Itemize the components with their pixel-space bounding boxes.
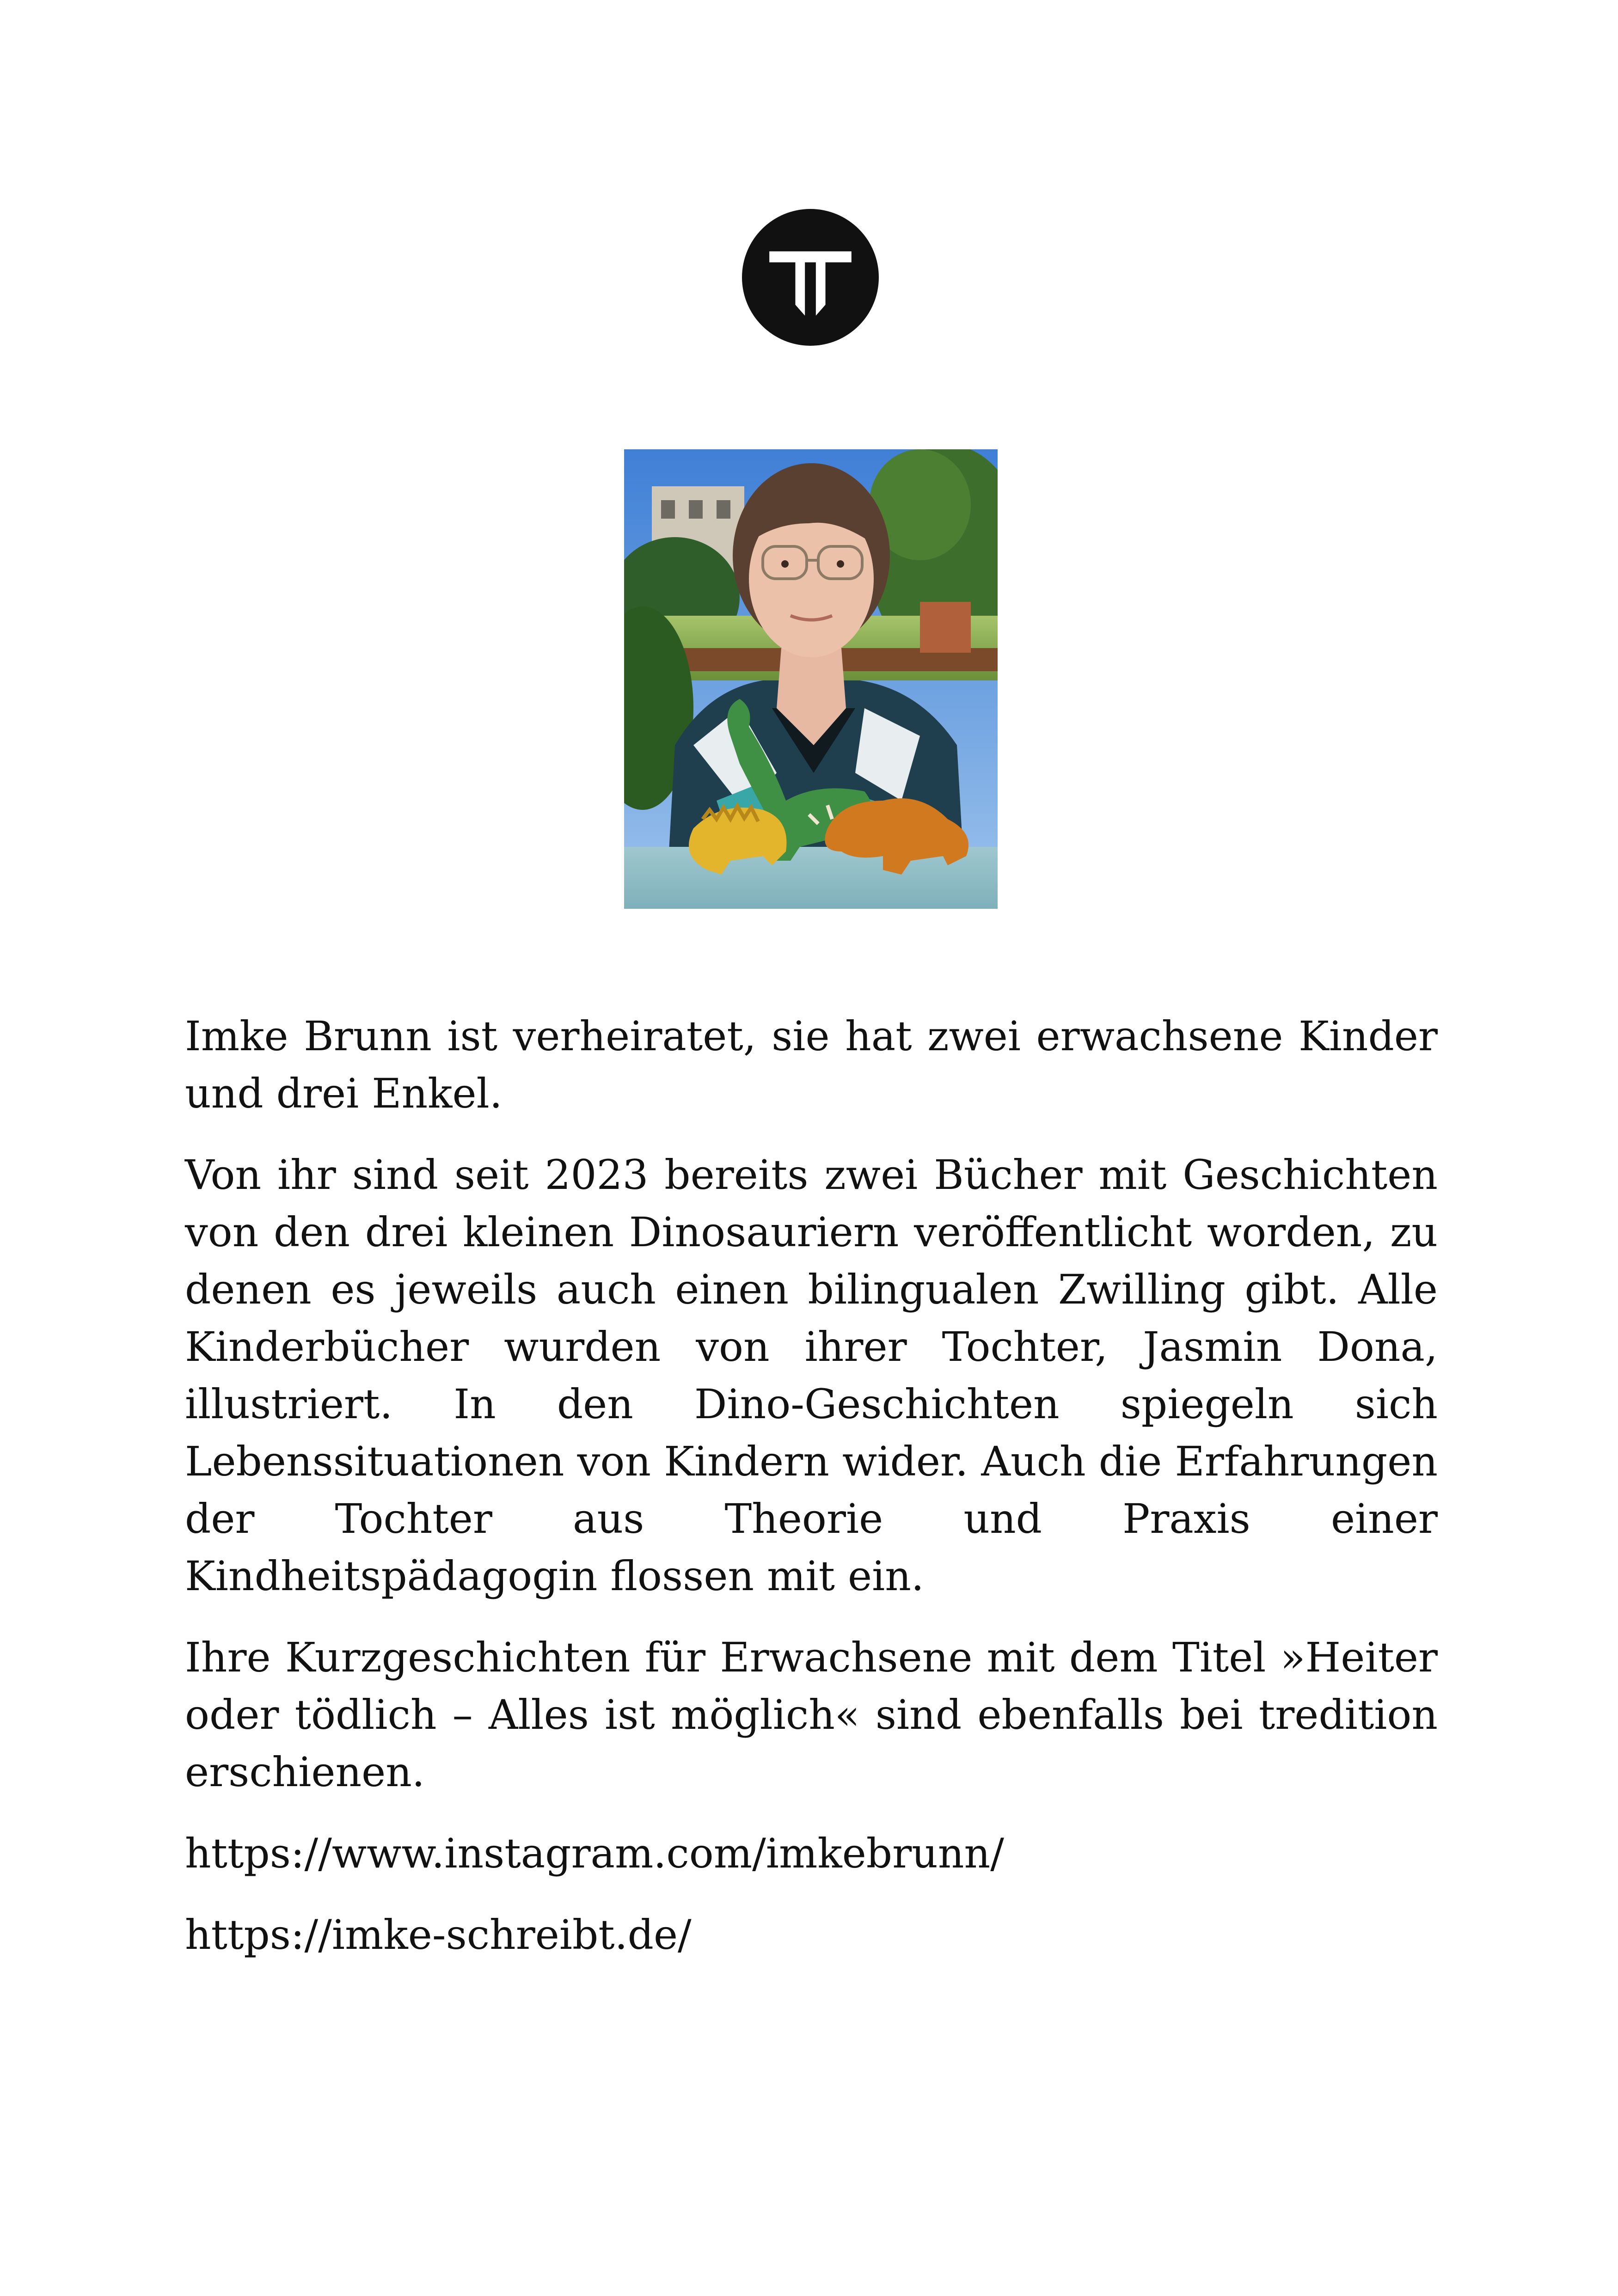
bio-paragraph: Ihre Kurzgeschichten für Erwachsene mit dem Titel »Heiter oder tödlich – Alles ist möglich« sind ebenfalls bei tredition erschienen.: [185, 1634, 1438, 1796]
instagram-link[interactable]: https://www.instagram.com/imkebrunn/: [185, 1830, 1004, 1877]
website-link[interactable]: https://imke-schreibt.de/: [185, 1911, 692, 1959]
author-portrait-photo: [624, 449, 998, 909]
author-bio: [185, 1008, 1438, 1988]
tredition-logo-icon: [742, 209, 879, 346]
bio-paragraph: Von ihr sind seit 2023 bereits zwei Bücher mit Geschichten von den drei kleinen Dinosauriern veröffentlicht worden, zu denen es jeweils auch einen bilingualen Zwilling gibt. Alle Kinderbücher wurden von ihrer Tochter, Jasmin Dona, illustriert. In den Dino-Geschichten spiegeln sich Lebenssituationen von Kindern wider. Auch die Erfahrungen der Tochter aus Theorie und Praxis einer Kindheitspädagogin flossen mit ein.: [185, 1151, 1438, 1600]
bio-paragraph: Imke Brunn ist verheiratet, sie hat zwei erwachsene Kinder und drei Enkel.: [185, 1012, 1438, 1117]
publisher-logo: [742, 209, 879, 346]
